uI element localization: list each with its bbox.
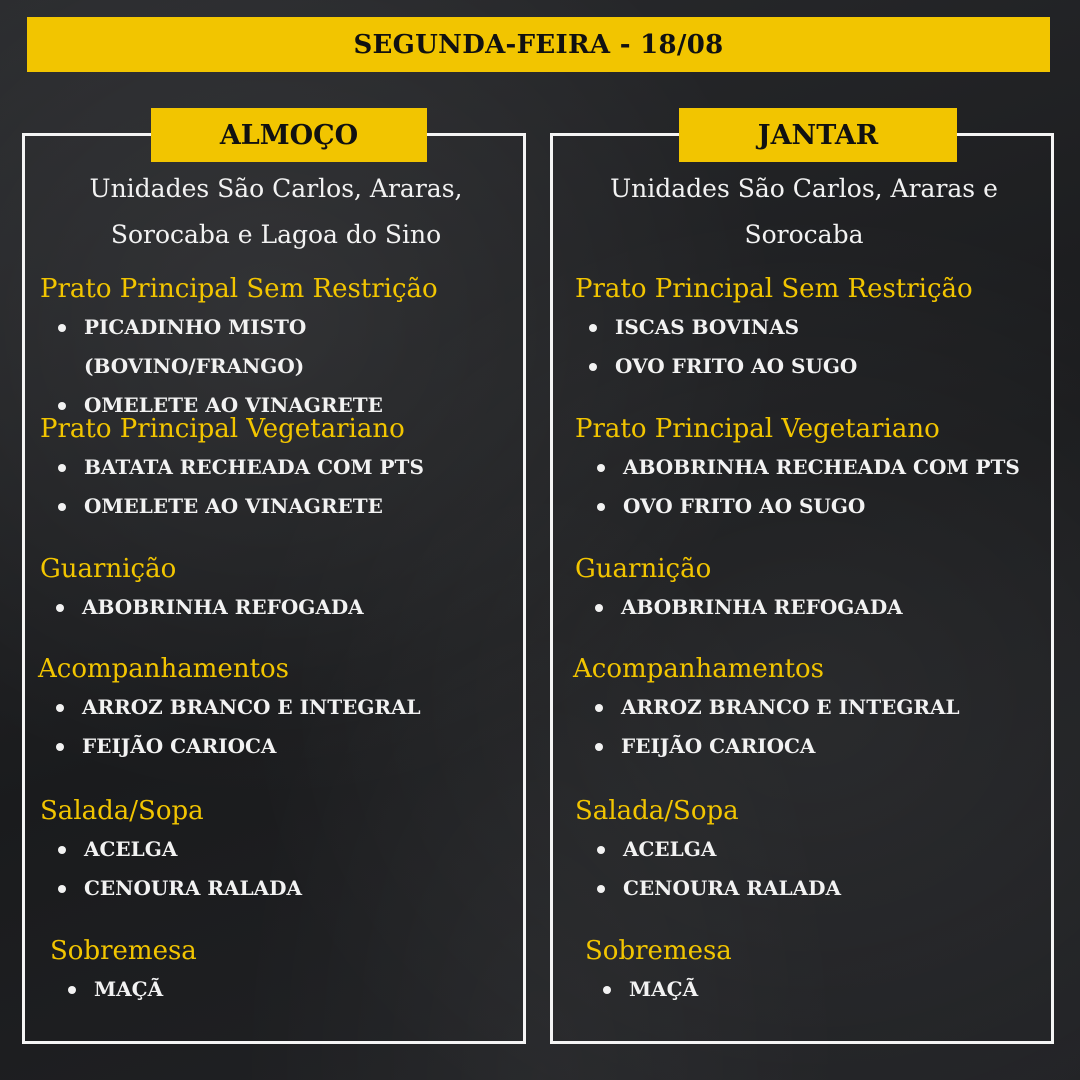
bullet-icon — [597, 464, 605, 472]
item-text: BATATA RECHEADA COM PTS — [84, 455, 424, 479]
dinner-units: Unidades São Carlos, Araras e Sorocaba — [610, 174, 998, 249]
item-text: ARROZ BRANCO E INTEGRAL — [82, 695, 421, 719]
section-title: Prato Principal Vegetariano — [40, 414, 405, 444]
section-title: Salada/Sopa — [40, 796, 204, 826]
item-text: ABOBRINHA RECHEADA COM PTS — [623, 455, 1020, 479]
lunch-units: Unidades São Carlos, Araras, Sorocaba e Lagoa do Sino — [89, 174, 463, 249]
list-item — [595, 727, 960, 766]
section-title: Sobremesa — [585, 936, 732, 966]
list-item — [58, 830, 302, 869]
item-text: OVO FRITO AO SUGO — [615, 354, 858, 378]
item-text: FEIJÃO CARIOCA — [82, 734, 277, 758]
section-title: Salada/Sopa — [575, 796, 739, 826]
section-title: Prato Principal Sem Restrição — [40, 274, 438, 304]
list-item — [589, 347, 857, 386]
item-text: ABOBRINHA REFOGADA — [621, 595, 903, 619]
bullet-icon — [58, 846, 66, 854]
day-title: SEGUNDA-FEIRA - 18/08 — [353, 29, 724, 60]
section-title: Guarnição — [40, 554, 177, 584]
lunch-tab — [151, 108, 427, 162]
section-title: Guarnição — [575, 554, 712, 584]
item-text: OVO FRITO AO SUGO — [623, 494, 866, 518]
lunch-panel — [22, 119, 526, 1044]
section-title: Sobremesa — [50, 936, 197, 966]
bullet-icon — [56, 604, 64, 612]
item-text: ISCAS BOVINAS — [615, 315, 800, 339]
bullet-icon — [597, 846, 605, 854]
bullet-icon — [68, 986, 76, 994]
bullet-icon — [58, 402, 66, 410]
item-text: CENOURA RALADA — [84, 876, 302, 900]
list-item — [56, 727, 421, 766]
bullet-icon — [58, 885, 66, 893]
item-text: PICADINHO MISTO (BOVINO/FRANGO) — [84, 315, 307, 378]
bullet-icon — [597, 885, 605, 893]
dinner-tab — [679, 108, 957, 162]
bullet-icon — [595, 704, 603, 712]
lunch-label: ALMOÇO — [219, 119, 359, 151]
bullet-icon — [589, 324, 597, 332]
bullet-icon — [597, 503, 605, 511]
list-item — [56, 588, 364, 627]
item-text: ARROZ BRANCO E INTEGRAL — [621, 695, 960, 719]
item-text: ACELGA — [84, 837, 178, 861]
list-item — [58, 487, 424, 526]
dinner-label: JANTAR — [757, 119, 879, 151]
section-title: Prato Principal Sem Restrição — [575, 274, 973, 304]
section-title: Acompanhamentos — [38, 654, 290, 684]
list-item — [56, 688, 421, 727]
bullet-icon — [56, 704, 64, 712]
section-title: Acompanhamentos — [573, 654, 825, 684]
list-item — [597, 448, 1020, 487]
bullet-icon — [589, 363, 597, 371]
list-item — [68, 970, 163, 1009]
list-item — [597, 830, 841, 869]
bullet-icon — [58, 503, 66, 511]
list-item — [58, 869, 302, 908]
item-text: OMELETE AO VINAGRETE — [84, 393, 383, 417]
section-title: Prato Principal Vegetariano — [575, 414, 940, 444]
list-item — [595, 688, 960, 727]
item-text: CENOURA RALADA — [623, 876, 841, 900]
bullet-icon — [58, 324, 66, 332]
dinner-panel — [550, 119, 1054, 1044]
item-text: ABOBRINHA REFOGADA — [82, 595, 364, 619]
list-item — [58, 308, 404, 386]
list-item — [597, 487, 1020, 526]
list-item — [58, 448, 424, 487]
day-banner — [27, 17, 1050, 72]
bullet-icon — [595, 743, 603, 751]
item-text: MAÇÃ — [629, 977, 699, 1001]
item-text: OMELETE AO VINAGRETE — [84, 494, 383, 518]
bullet-icon — [56, 743, 64, 751]
list-item — [603, 970, 698, 1009]
bullet-icon — [58, 464, 66, 472]
list-item — [597, 869, 841, 908]
bullet-icon — [595, 604, 603, 612]
item-text: FEIJÃO CARIOCA — [621, 734, 816, 758]
list-item — [595, 588, 903, 627]
list-item — [589, 308, 857, 347]
item-text: MAÇÃ — [94, 977, 164, 1001]
item-text: ACELGA — [623, 837, 717, 861]
bullet-icon — [603, 986, 611, 994]
